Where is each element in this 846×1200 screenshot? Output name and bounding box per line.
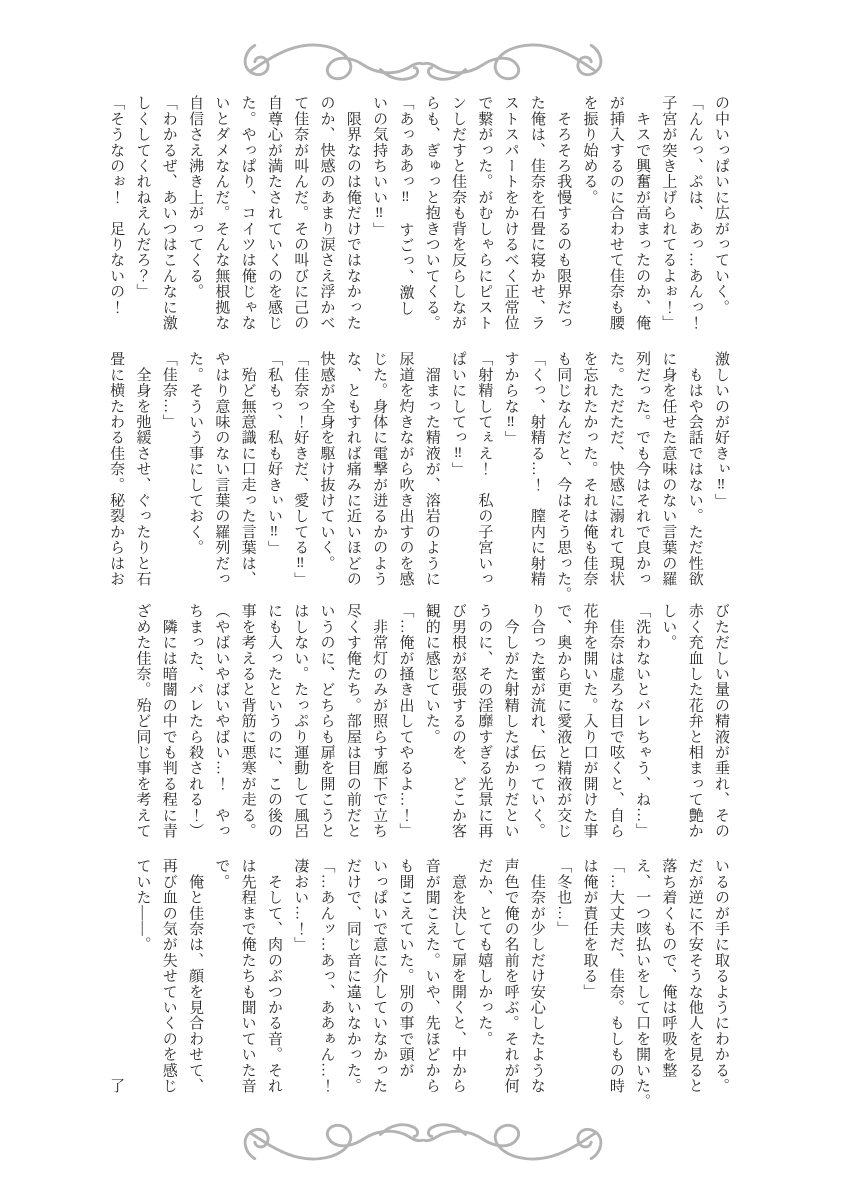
text-column: は先程まで俺たちも聞いていた音: [239, 858, 256, 1094]
text-column: ていた――。: [134, 858, 151, 953]
text-column: 子宮が突き上げられてるよぉ！」: [660, 95, 677, 331]
text-column: そろそろ我慢するのも限界だっ: [555, 95, 572, 331]
text-column: て佳奈が叫んだ。その叫びに己の: [292, 95, 309, 331]
text-column: だけで、同じ音に違いなかった。: [344, 858, 361, 1094]
text-column: 佳奈は虚ろな目で呟くと、自ら: [607, 603, 624, 839]
text-column: 声色で俺の名前を呼ぶ。それが何: [502, 858, 519, 1094]
text-column: だか、とても嬉しかった。: [476, 858, 493, 1047]
text-column: 「そうなのぉ！ 足りないの！: [108, 95, 125, 315]
text-column: ちまった、バレたら殺される！）: [187, 603, 204, 839]
text-column: 「あっああっ‼ すごっ、激し: [397, 95, 414, 316]
text-column: 「…俺が掻き出してやるよ…！」: [397, 603, 414, 839]
text-column: び男根が怒張するのを、どこか客: [450, 603, 467, 839]
text-column: もはや会話ではない。ただ性欲: [686, 351, 703, 587]
text-column: も同じなんだと、今はそう思った。: [555, 351, 572, 603]
text-column: 「わかるぜ、あいつはこんなに激: [160, 95, 177, 331]
text-column: 「んんっ、ぷは、あっ…あんっ！: [686, 95, 703, 331]
text-column: 激しいのが好きぃ‼」: [713, 351, 729, 509]
text-column: いるのが手に取るようにわかる。: [713, 858, 729, 1094]
text-column: 「…大丈夫だ、佳奈。もしもの時: [607, 858, 624, 1094]
text-column: のか、快感のあまり涙さえ浮かべ: [318, 95, 335, 331]
text-column: 事を考えると背筋に悪寒が走る。: [239, 603, 256, 839]
text-column: 「くっ、射精る…！ 膣内に射精: [528, 351, 545, 587]
text-column: 今しがた射精したばかりだとい: [502, 603, 519, 839]
text-column: 花弁を開いた。入り口が開けた事: [581, 603, 598, 839]
text-column: た。ただただ、快感に溺れて現状: [607, 351, 624, 587]
text-column: 尿道を灼きながら吹き出すのを感: [397, 351, 414, 587]
text-column: はしない。たっぷり運動して風呂: [292, 603, 309, 839]
text-column: やはり意味のない言葉の羅列だっ: [213, 351, 230, 587]
text-column: いっぱいで意に介していなかった: [371, 858, 388, 1094]
text-column: ざめた佳奈。殆ど同じ事を考えて: [134, 603, 151, 839]
text-column: を忘れたかった。それは俺も佳奈: [581, 351, 598, 587]
text-column: 音が聞こえた。いや、先ほどから: [423, 858, 440, 1094]
text-column: 溜まった精液が、溶岩のように: [423, 351, 440, 587]
text-column: らも、ぎゅっと抱きついてくる。: [423, 95, 440, 331]
text-column: が挿入するのに合わせて佳奈も腰: [607, 95, 624, 331]
text-column: も聞こえていた。別の事で頭が: [397, 858, 414, 1078]
text-column: 落ち着くもので、俺は呼吸を整: [660, 858, 677, 1078]
text-column: 俺と佳奈は、顔を見合わせて、: [187, 858, 204, 1094]
text-band-2: [100, 351, 734, 605]
text-column: 快感が全身を駆け抜けていく。: [318, 351, 335, 571]
text-column: キスで興奮が高まったのか、俺: [634, 95, 651, 331]
text-column: 尽くす俺たち。部屋は目の前だと: [344, 603, 361, 839]
text-column: を振り始める。: [581, 95, 598, 205]
text-column: 佳奈が少しだけ安心したような: [528, 858, 545, 1094]
text-column: 列だった。でも今はそれで良かっ: [634, 351, 651, 587]
text-column: に身を任せた意味のない言葉の羅: [660, 351, 677, 587]
text-column: 「…あんッ…あっ、ああぁん…！: [318, 858, 335, 1094]
text-column: ストスパートをかけるべく正常位: [502, 95, 519, 331]
text-column: いとダメなんだ。そんな無根拠な: [213, 95, 230, 331]
text-column: た。やっぱり、コイツは俺じゃな: [239, 95, 256, 331]
text-column: 限界なのは俺だけではなかった: [344, 95, 361, 331]
text-column: え、一つ咳払いをして口を開いた。: [634, 858, 651, 1110]
text-column: は俺が責任を取る」: [581, 858, 598, 1000]
text-column: 「冬也…」: [555, 858, 572, 937]
text-column: 了: [108, 858, 125, 1094]
text-column: 「佳奈っ！好きだ、愛してる‼」: [292, 351, 309, 588]
text-column: 殆ど無意識に口走った言葉は、: [239, 351, 256, 587]
text-column: な、ともすれば痛みに近いほどの: [344, 351, 361, 587]
text-column: 自信さえ沸き上がってくる。: [187, 95, 204, 300]
text-column: 非常灯のみが照らす廊下で立ち: [371, 603, 388, 839]
text-column: じた。身体に電撃が迸るかのよう: [371, 351, 388, 587]
text-column: 畳に横たわる佳奈。秘裂からはお: [108, 351, 125, 587]
text-column: すからな‼」: [502, 351, 519, 447]
bottom-flourish-ornament: [237, 1118, 609, 1176]
text-column: びただしい量の精液が垂れ、その: [713, 603, 729, 839]
text-column: 意を決して扉を開くと、中から: [450, 858, 467, 1094]
text-column: そして、肉のぶつかる音。それ: [265, 858, 282, 1094]
text-column: にも入ったというのに、この後の: [265, 603, 282, 839]
text-column: 再び血の気が失せていくのを感じ: [160, 858, 177, 1094]
text-column: ぱいにしてっ‼」: [450, 351, 467, 478]
text-column: 赤く充血した花弁と相まって艶か: [686, 603, 703, 839]
text-column: しくしてくれねえんだろ？」: [134, 95, 151, 300]
text-column: 観的に感じていた。: [423, 603, 440, 745]
text-column: 自尊心が満たされていくのを感じ: [265, 95, 282, 331]
text-column: の中いっぱいに広がっていく。: [713, 95, 729, 315]
text-band-4: [100, 858, 734, 1112]
text-column: た俺は、佳奈を石畳に寝かせ、ラ: [528, 95, 545, 331]
text-column: （やばいやばいやばい…！ やっ: [213, 603, 230, 839]
text-column: 隣には暗闇の中でも判る程に青: [160, 603, 177, 839]
text-column: 「佳奈…」: [160, 351, 177, 430]
text-column: ンしだすと佳奈も背を反らしなが: [450, 95, 467, 331]
top-flourish-ornament: [237, 28, 609, 86]
text-band-1: [100, 95, 734, 349]
text-column: うのに、その淫靡すぎる光景に再: [476, 603, 493, 839]
text-column: で繋がった。がむしゃらにピスト: [476, 95, 493, 331]
text-column: 全身を弛緩させ、ぐったりと石: [134, 351, 151, 587]
text-column: で。: [213, 858, 230, 890]
text-column: で、奥から更に愛液と精液が交じ: [555, 603, 572, 839]
text-column: 「洗わないとバレちゃう、ね…」: [634, 603, 651, 839]
text-band-3: [100, 603, 734, 857]
text-column: だが逆に不安そうな他人を見ると: [686, 858, 703, 1094]
text-column: た。そういう事にしておく。: [187, 351, 204, 556]
text-column: 「私もっ、私も好きぃい‼」: [265, 351, 282, 557]
text-column: 「射精してぇえ！ 私の子宮いっ: [476, 351, 493, 587]
text-column: り合った蜜が流れ、伝っていく。: [528, 603, 545, 839]
text-column: いの気持ちいい‼」: [371, 95, 388, 238]
text-column: 凄おい…！」: [292, 858, 309, 953]
text-column: いうのに、どちらも扉を開こうと: [318, 603, 335, 839]
text-column: しい。: [660, 603, 677, 651]
